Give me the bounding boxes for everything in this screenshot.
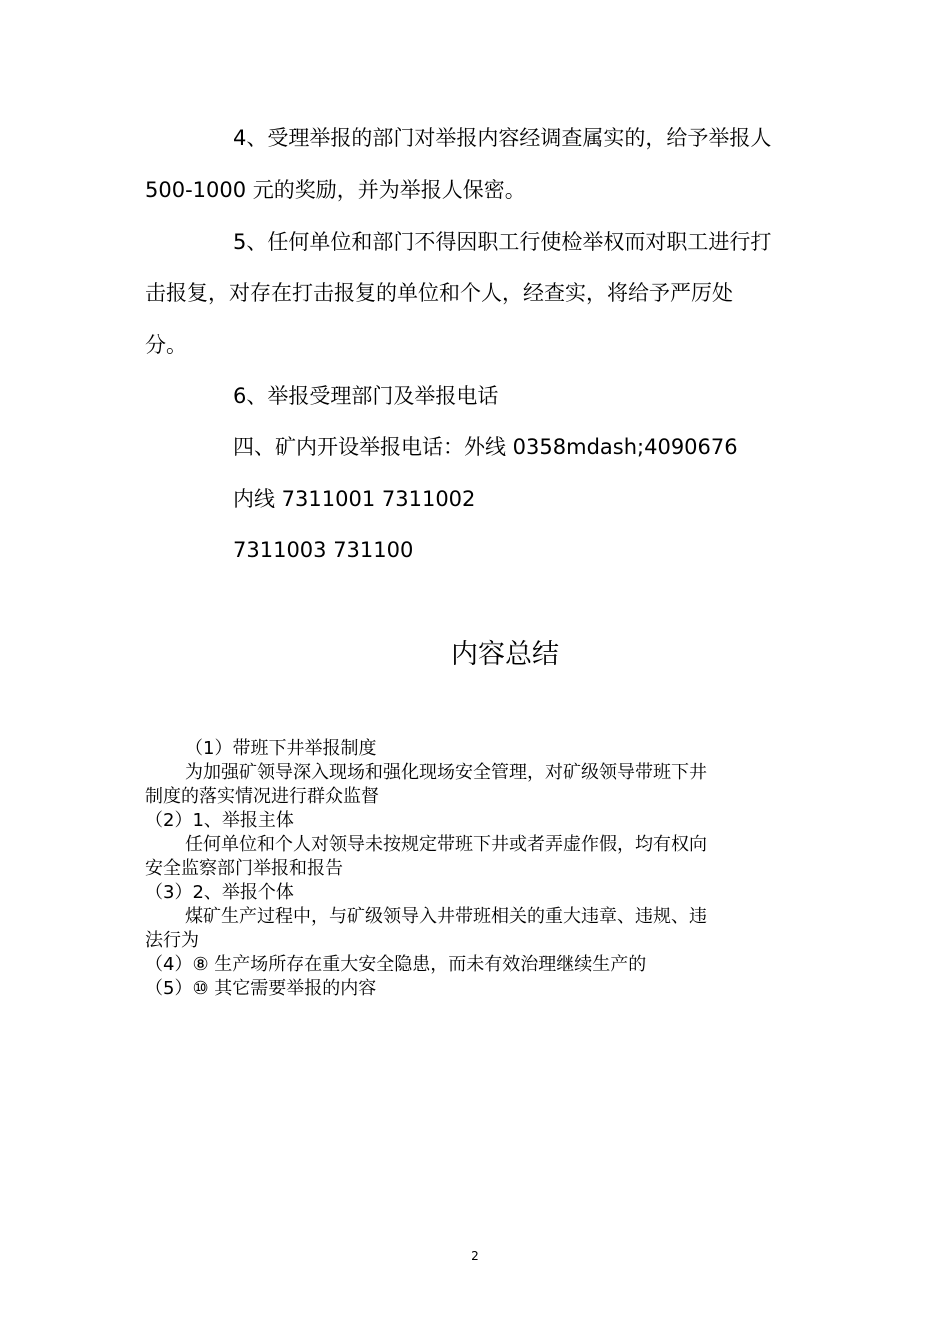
summary-line: 法行为 [145,930,199,951]
summary-line: （5）⑩ 其它需要举报的内容 [145,978,377,999]
paragraph-line: 分。 [145,333,187,357]
page-number: 2 [471,1249,479,1263]
paragraph-line: 6、举报受理部门及举报电话 [233,384,499,408]
summary-line: （3）2、举报个体 [145,882,294,903]
summary-line: 安全监察部门举报和报告 [145,858,343,879]
summary-line: 制度的落实情况进行群众监督 [145,786,379,807]
summary-line: 任何单位和个人对领导未按规定带班下井或者弄虚作假，均有权向 [185,834,707,855]
paragraph-line: 4、受理举报的部门对举报内容经调查属实的，给予举报人 [233,126,772,150]
summary-line: 为加强矿领导深入现场和强化现场安全管理，对矿级领导带班下井 [185,762,707,783]
paragraph-line: 5、任何单位和部门不得因职工行使检举权而对职工进行打 [233,230,772,254]
paragraph-line: 内线 7311001 7311002 [233,487,476,511]
summary-line: （4）⑧ 生产场所存在重大安全隐患，而未有效治理继续生产的 [145,954,647,975]
paragraph-line: 7311003 731100 [233,538,414,562]
summary-line: （1）带班下井举报制度 [185,738,377,759]
summary-line: 煤矿生产过程中，与矿级领导入井带班相关的重大违章、违规、违 [185,906,707,927]
paragraph-line: 500-1000 元的奖励，并为举报人保密。 [145,178,526,202]
paragraph-line: 击报复，对存在打击报复的单位和个人，经查实，将给予严厉处 [145,281,733,305]
summary-title: 内容总结 [451,639,559,670]
paragraph-line: 四、矿内开设举报电话：外线 0358mdash;4090676 [233,435,738,459]
summary-line: （2）1、举报主体 [145,810,294,831]
